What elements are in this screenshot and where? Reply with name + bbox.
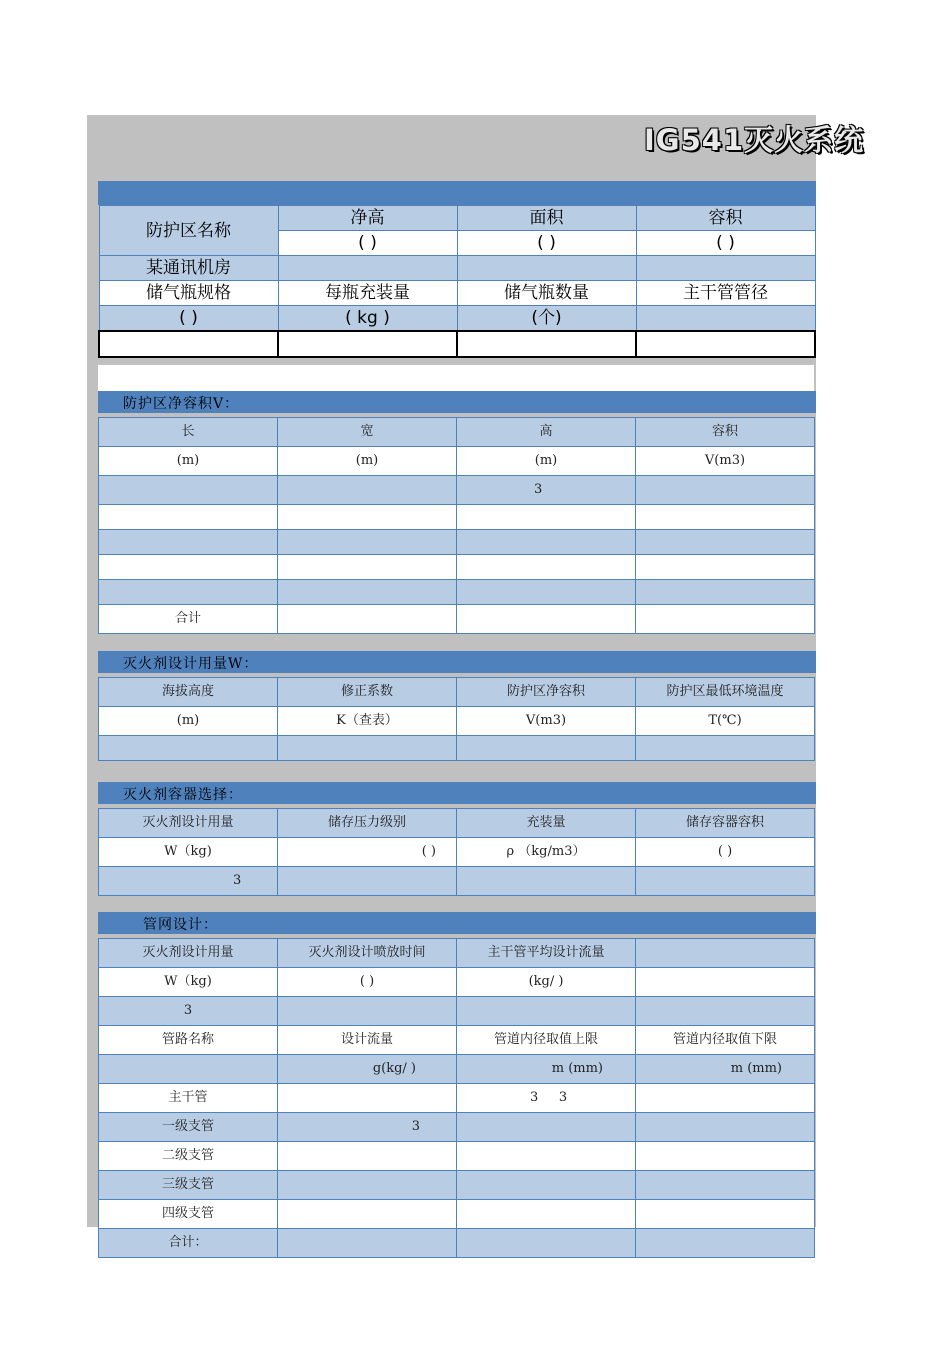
pipe-unit <box>99 1055 278 1084</box>
agent-cell[interactable] <box>636 736 815 761</box>
pipe-cell[interactable] <box>457 1142 636 1171</box>
agent-unit: V(m3) <box>457 707 636 736</box>
volume-cell[interactable] <box>278 605 457 634</box>
pipe-unit <box>636 968 815 997</box>
summary-room-name[interactable]: 某通讯机房 <box>99 256 278 281</box>
container-unit: ( ) <box>278 838 457 867</box>
summary-header-main-pipe: 主干管管径 <box>636 281 815 306</box>
pipe-header-main-flow: 主干管平均设计流量 <box>457 939 636 968</box>
pipe-row-name: 二级支管 <box>99 1142 278 1171</box>
container-header-design-amount: 灭火剂设计用量 <box>99 809 278 838</box>
pipe-table <box>98 938 815 1258</box>
volume-cell[interactable] <box>278 476 457 505</box>
agent-table <box>98 677 815 761</box>
container-unit: W（kg) <box>99 838 278 867</box>
pipe-cell[interactable] <box>457 1171 636 1200</box>
container-header-capacity: 储存容器容积 <box>636 809 815 838</box>
pipe-cell[interactable] <box>457 1200 636 1229</box>
volume-header-volume: 容积 <box>636 418 815 447</box>
container-cell[interactable] <box>636 867 815 896</box>
pipe-header-design-amount: 灭火剂设计用量 <box>99 939 278 968</box>
pipe-header-discharge-time: 灭火剂设计喷放时间 <box>278 939 457 968</box>
pipe-cell[interactable] <box>636 1142 815 1171</box>
summary-cell[interactable] <box>278 256 457 281</box>
summary-unit-volume: ( ) <box>636 231 815 256</box>
pipe-cell[interactable] <box>636 1171 815 1200</box>
pipe-cell[interactable] <box>636 1113 815 1142</box>
volume-header-width: 宽 <box>278 418 457 447</box>
volume-table <box>98 417 815 634</box>
pipe-header-diameter-upper: 管道内径取值上限 <box>457 1026 636 1055</box>
summary-name-header: 防护区名称 <box>99 206 278 256</box>
pipe-cell[interactable] <box>457 1113 636 1142</box>
agent-cell[interactable] <box>99 736 278 761</box>
pipe-unit: W（kg) <box>99 968 278 997</box>
pipe-cell[interactable] <box>636 1084 815 1113</box>
container-unit: ( ) <box>636 838 815 867</box>
container-table <box>98 808 815 896</box>
summary-header-height: 净高 <box>278 206 457 231</box>
pipe-header-diameter-lower: 管道内径取值下限 <box>636 1026 815 1055</box>
volume-section-title: 防护区净容积V： <box>98 391 816 413</box>
summary-unit-count: (个) <box>457 306 636 332</box>
volume-cell[interactable] <box>457 555 636 580</box>
pipe-section-title: 管网设计： <box>98 912 816 934</box>
agent-cell[interactable] <box>457 736 636 761</box>
summary-header-fill-per-cylinder: 每瓶充装量 <box>278 281 457 306</box>
summary-header-volume: 容积 <box>636 206 815 231</box>
volume-cell[interactable] <box>457 530 636 555</box>
summary-header-cylinder-spec: 储气瓶规格 <box>99 281 278 306</box>
volume-cell[interactable] <box>636 530 815 555</box>
volume-unit: V(m3) <box>636 447 815 476</box>
volume-cell[interactable] <box>99 580 278 605</box>
summary-unit-height: ( ) <box>278 231 457 256</box>
pipe-unit: g(kg/ ) <box>278 1055 457 1084</box>
pipe-cell[interactable] <box>278 1229 457 1258</box>
summary-header-cylinder-count: 储气瓶数量 <box>457 281 636 306</box>
volume-cell[interactable] <box>99 476 278 505</box>
summary-table <box>98 205 816 358</box>
pipe-unit: m (mm) <box>636 1055 815 1084</box>
summary-band <box>98 181 816 205</box>
volume-cell[interactable] <box>278 555 457 580</box>
summary-cell[interactable] <box>636 331 815 357</box>
volume-cell[interactable] <box>636 476 815 505</box>
volume-cell[interactable] <box>278 530 457 555</box>
volume-cell[interactable] <box>636 605 815 634</box>
volume-cell[interactable] <box>99 530 278 555</box>
volume-unit: (m) <box>278 447 457 476</box>
pipe-row-name: 主干管 <box>99 1084 278 1113</box>
pipe-cell[interactable] <box>278 1200 457 1229</box>
container-cell[interactable] <box>278 867 457 896</box>
volume-cell[interactable] <box>636 555 815 580</box>
pipe-cell[interactable] <box>278 1171 457 1200</box>
pipe-row-name: 四级支管 <box>99 1200 278 1229</box>
summary-header-area: 面积 <box>457 206 636 231</box>
pipe-total-label: 合计： <box>99 1229 278 1258</box>
volume-unit: (m) <box>457 447 636 476</box>
pipe-cell[interactable]: 3 <box>99 997 278 1026</box>
container-header-pressure: 储存压力级别 <box>278 809 457 838</box>
pipe-row-name: 三级支管 <box>99 1171 278 1200</box>
volume-cell[interactable] <box>99 555 278 580</box>
volume-cell[interactable]: 3 <box>457 476 636 505</box>
container-cell[interactable] <box>457 867 636 896</box>
summary-cell[interactable] <box>278 331 457 357</box>
volume-cell[interactable] <box>636 580 815 605</box>
pipe-cell[interactable] <box>278 1142 457 1171</box>
container-cell[interactable]: 3 <box>99 867 278 896</box>
pipe-cell[interactable]: 3 3 <box>457 1084 636 1113</box>
agent-header-altitude: 海拔高度 <box>99 678 278 707</box>
agent-section-title: 灭火剂设计用量W： <box>98 651 816 673</box>
summary-unit-spec: ( ) <box>99 306 278 332</box>
agent-header-temp: 防护区最低环境温度 <box>636 678 815 707</box>
summary-unit-area: ( ) <box>457 231 636 256</box>
pipe-header-flow: 设计流量 <box>278 1026 457 1055</box>
pipe-cell[interactable] <box>457 997 636 1026</box>
pipe-unit: (kg/ ) <box>457 968 636 997</box>
summary-cell[interactable] <box>636 256 815 281</box>
spacer <box>98 365 814 391</box>
pipe-cell[interactable]: 3 <box>278 1113 457 1142</box>
summary-unit-kg: ( kg ) <box>278 306 457 332</box>
container-header-fill: 充装量 <box>457 809 636 838</box>
pipe-unit: m (mm) <box>457 1055 636 1084</box>
volume-header-height: 高 <box>457 418 636 447</box>
agent-unit: T(℃) <box>636 707 815 736</box>
summary-cell[interactable] <box>99 331 278 357</box>
volume-unit: (m) <box>99 447 278 476</box>
spreadsheet-area <box>87 115 816 1250</box>
agent-unit: K（查表） <box>278 707 457 736</box>
agent-unit: (m) <box>99 707 278 736</box>
volume-cell[interactable] <box>278 580 457 605</box>
pipe-row-name: 一级支管 <box>99 1113 278 1142</box>
system-stamp-title: IG541灭火系统 <box>644 123 865 157</box>
summary-cell[interactable] <box>457 331 636 357</box>
volume-cell[interactable] <box>457 505 636 530</box>
agent-cell[interactable] <box>278 736 457 761</box>
volume-header-length: 长 <box>99 418 278 447</box>
pipe-header-name: 管路名称 <box>99 1026 278 1055</box>
pipe-cell[interactable] <box>636 1200 815 1229</box>
container-section-title: 灭火剂容器选择： <box>98 782 816 804</box>
summary-cell[interactable] <box>457 256 636 281</box>
pipe-cell[interactable] <box>278 997 457 1026</box>
pipe-cell[interactable] <box>278 1084 457 1113</box>
pipe-cell[interactable] <box>636 997 815 1026</box>
agent-header-volume: 防护区净容积 <box>457 678 636 707</box>
volume-cell[interactable] <box>457 605 636 634</box>
pipe-cell[interactable] <box>636 1229 815 1258</box>
container-unit: ρ （kg/m3） <box>457 838 636 867</box>
summary-unit-pipe <box>636 306 815 332</box>
agent-header-factor: 修正系数 <box>278 678 457 707</box>
pipe-unit: ( ) <box>278 968 457 997</box>
pipe-cell[interactable] <box>457 1229 636 1258</box>
volume-cell[interactable] <box>278 505 457 530</box>
volume-cell[interactable] <box>457 580 636 605</box>
volume-cell[interactable] <box>99 505 278 530</box>
volume-cell[interactable] <box>636 505 815 530</box>
volume-total-label: 合计 <box>99 605 278 634</box>
pipe-header-empty <box>636 939 815 968</box>
